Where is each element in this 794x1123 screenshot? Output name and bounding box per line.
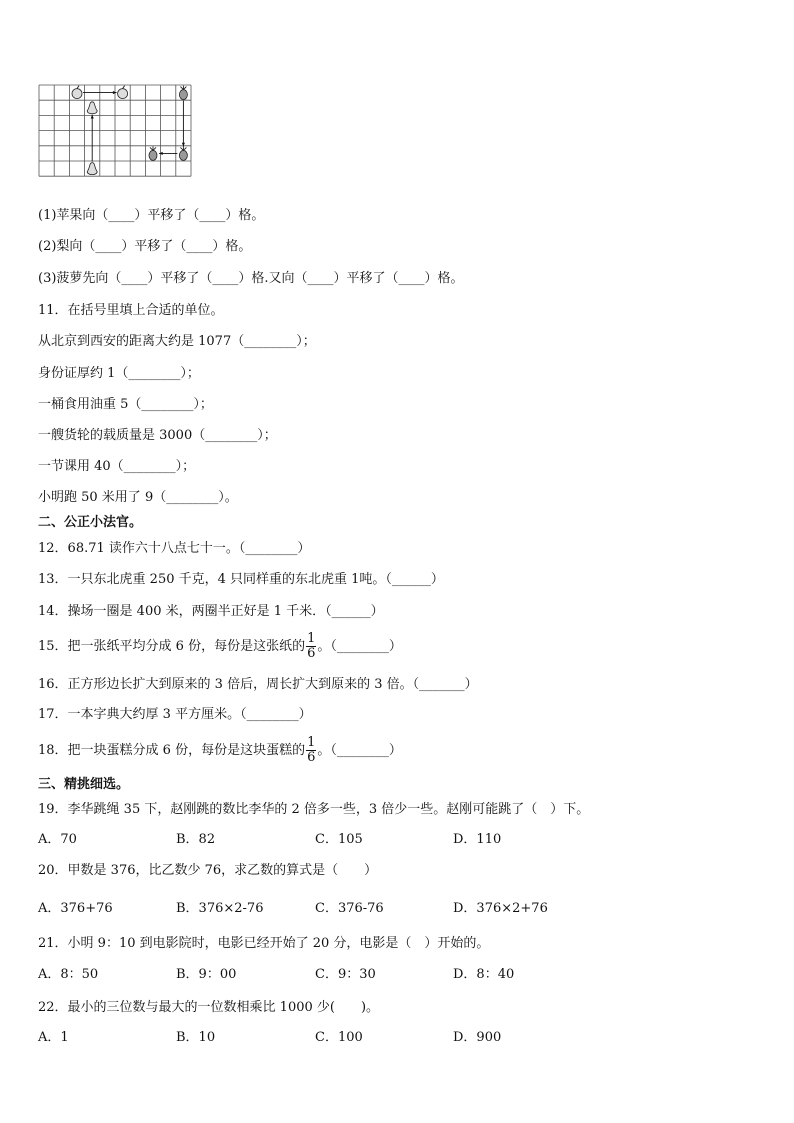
denominator: 6 bbox=[307, 750, 316, 765]
pear-icon bbox=[87, 102, 97, 114]
q11-item: 一节课用 40（________）； bbox=[38, 459, 196, 474]
option-c[interactable]: C．9：30 bbox=[315, 967, 376, 982]
q18-text: 18．把一块蛋糕分成 6 份，每份是这块蛋糕的 bbox=[38, 743, 306, 758]
q10-part3: (3)菠萝先向（____）平移了（____）格.又向（____）平移了（____）格。 bbox=[38, 271, 464, 286]
option-d[interactable]: D．8：40 bbox=[453, 967, 515, 982]
pear-icon bbox=[87, 163, 97, 175]
q11-stem: 11．在括号里填上合适的单位。 bbox=[38, 303, 224, 318]
option-a[interactable]: A．8：50 bbox=[38, 967, 99, 982]
option-c[interactable]: C．105 bbox=[315, 832, 363, 847]
pineapple-icon bbox=[179, 86, 187, 100]
section-heading: 三、精挑细选。 bbox=[38, 777, 130, 792]
choice-question: 19．李华跳绳 35 下，赵刚跳的数比李华的 2 倍多一些，3 倍少一些。赵刚可能跳了（ ）下。 bbox=[38, 802, 590, 817]
apple-icon bbox=[118, 86, 128, 99]
option-d[interactable]: D．110 bbox=[453, 832, 502, 847]
judge-question: 17．一本字典大约厚 3 平方厘米。（________） bbox=[38, 707, 312, 722]
judge-question: 16．正方形边长扩大到原来的 3 倍后，周长扩大到原来的 3 倍。（_______） bbox=[38, 677, 478, 692]
judge-question: 14．操场一圈是 400 米，两圈半正好是 1 千米．（______） bbox=[38, 604, 384, 619]
option-b[interactable]: B．9：00 bbox=[176, 967, 237, 982]
option-b[interactable]: B．376×2-76 bbox=[176, 901, 264, 916]
choice-question: 20．甲数是 376，比乙数少 76，求乙数的算式是（ ） bbox=[38, 863, 378, 878]
translation-grid bbox=[38, 84, 192, 190]
q11-item: 从北京到西安的距离大约是 1077（________）； bbox=[38, 334, 316, 349]
numerator: 1 bbox=[307, 631, 316, 646]
pineapple-icon bbox=[149, 146, 157, 160]
fraction bbox=[306, 736, 316, 765]
option-d[interactable]: D．376×2+76 bbox=[453, 901, 548, 916]
judge-question-18 bbox=[38, 736, 402, 765]
q15-text: 15．把一张纸平均分成 6 份，每份是这张纸的 bbox=[38, 639, 306, 654]
q10-part1: (1)苹果向（____）平移了（____）格。 bbox=[38, 208, 265, 223]
option-a[interactable]: A．1 bbox=[38, 1030, 69, 1045]
q15-answer: 。（________） bbox=[317, 639, 402, 654]
option-b[interactable]: B．10 bbox=[176, 1030, 216, 1045]
judge-question: 13．一只东北虎重 250 千克，4 只同样重的东北虎重 1吨。（______） bbox=[38, 572, 444, 587]
option-c[interactable]: C．376-76 bbox=[315, 901, 384, 916]
q10-part2: (2)梨向（____）平移了（____）格。 bbox=[38, 239, 252, 254]
q11-item: 身份证厚约 1（________）； bbox=[38, 366, 200, 381]
q11-item: 一桶食用油重 5（________）； bbox=[38, 397, 213, 412]
option-a[interactable]: A．70 bbox=[38, 832, 77, 847]
numerator: 1 bbox=[307, 735, 316, 750]
apple-icon bbox=[72, 86, 82, 99]
option-a[interactable]: A．376+76 bbox=[38, 901, 113, 916]
q11-item: 一艘货轮的载质量是 3000（________）； bbox=[38, 428, 277, 443]
judge-question: 12．68.71 读作六十八点七十一。（________） bbox=[38, 541, 311, 556]
choice-question: 21．小明 9：10 到电影院时，电影已经开始了 20 分，电影是（ ）开始的。 bbox=[38, 936, 490, 951]
fraction bbox=[306, 632, 316, 661]
option-b[interactable]: B．82 bbox=[176, 832, 216, 847]
pineapple-icon bbox=[179, 146, 187, 160]
denominator: 6 bbox=[307, 646, 316, 661]
q11-item: 小明跑 50 米用了 9（________）。 bbox=[38, 490, 238, 505]
judge-question-15 bbox=[38, 632, 402, 661]
option-d[interactable]: D．900 bbox=[453, 1030, 502, 1045]
section-heading: 二、公正小法官。 bbox=[38, 515, 143, 530]
q18-answer: 。（________） bbox=[317, 743, 402, 758]
choice-question: 22．最小的三位数与最大的一位数相乘比 1000 少( )。 bbox=[38, 1000, 380, 1015]
option-c[interactable]: C．100 bbox=[315, 1030, 363, 1045]
